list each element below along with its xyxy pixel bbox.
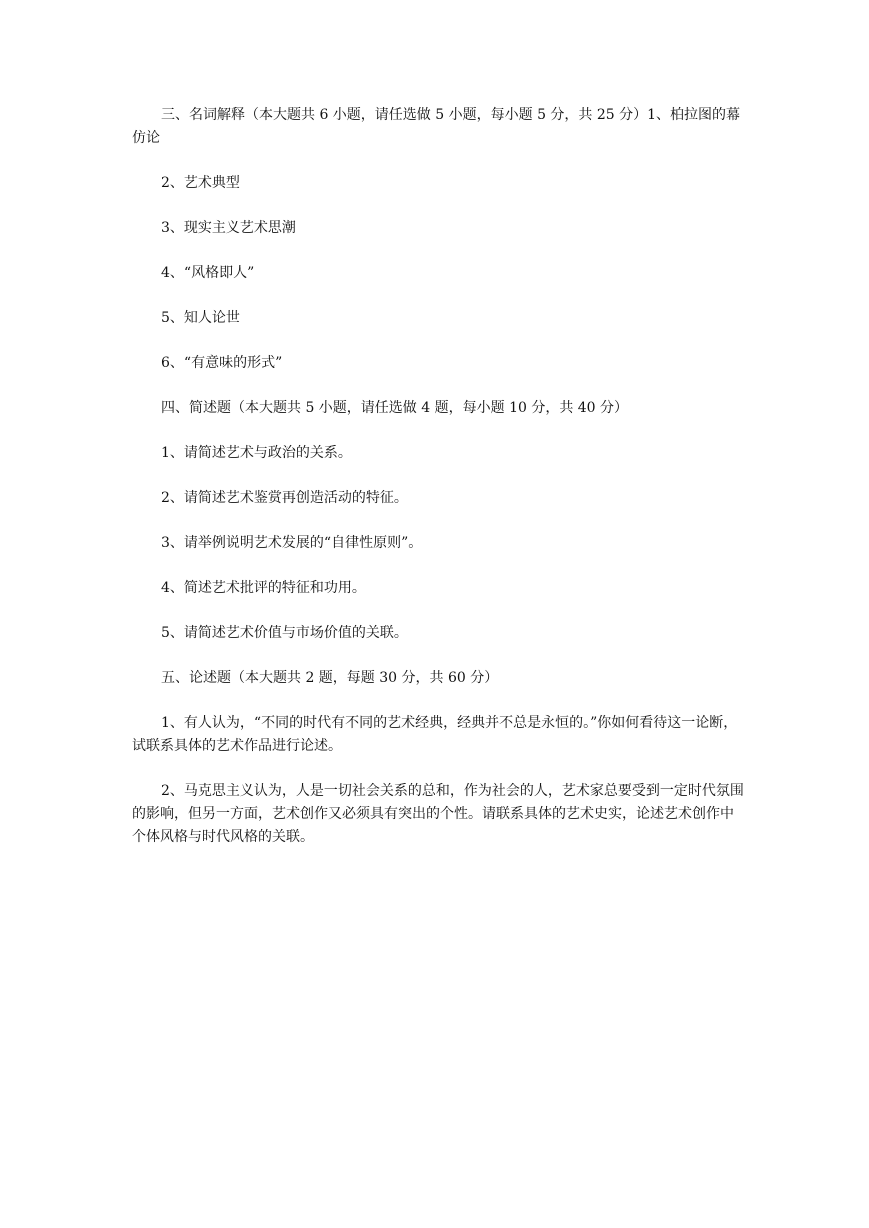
short-answer-item-2: 2、请简述艺术鉴赏再创造活动的特征。 [161, 490, 408, 506]
section-three-heading: 三、名词解释（本大题共 6 小题，请任选做 5 小题，每小题 5 分，共 25 分）1、柏拉图的幕仿论 [132, 107, 741, 146]
term-item-3: 3、现实主义艺术思潮 [161, 220, 296, 236]
short-answer-item-3: 3、请举例说明艺术发展的“自律性原则”。 [161, 535, 423, 551]
term-item-5: 5、知人论世 [161, 310, 240, 326]
term-item-6: 6、“有意味的形式” [161, 355, 283, 371]
term-item-4: 4、“风格即人” [161, 265, 255, 281]
document-page [132, 104, 744, 871]
section-five-heading: 五、论述题（本大题共 2 题，每题 30 分，共 60 分） [161, 670, 499, 686]
essay-item-1: 1、有人认为，“不同的时代有不同的艺术经典，经典并不总是永恒的。”你如何看待这一论断，试联系具体的艺术作品进行论述。 [132, 715, 738, 754]
short-answer-item-1: 1、请简述艺术与政治的关系。 [161, 445, 352, 461]
short-answer-item-4: 4、简述艺术批评的特征和功用。 [161, 580, 366, 596]
essay-item-2: 2、马克思主义认为，人是一切社会关系的总和，作为社会的人，艺术家总要受到一定时代氛围的影响，但另一方面，艺术创作又必须具有突出的个性。请联系具体的艺术史实，论述艺术创作中个体风格与时代风格的关联。 [132, 783, 744, 845]
term-item-2: 2、艺术典型 [161, 175, 240, 191]
section-four-heading: 四、简述题（本大题共 5 小题，请任选做 4 题，每小题 10 分，共 40 分） [161, 400, 629, 416]
short-answer-item-5: 5、请简述艺术价值与市场价值的关联。 [161, 625, 408, 641]
